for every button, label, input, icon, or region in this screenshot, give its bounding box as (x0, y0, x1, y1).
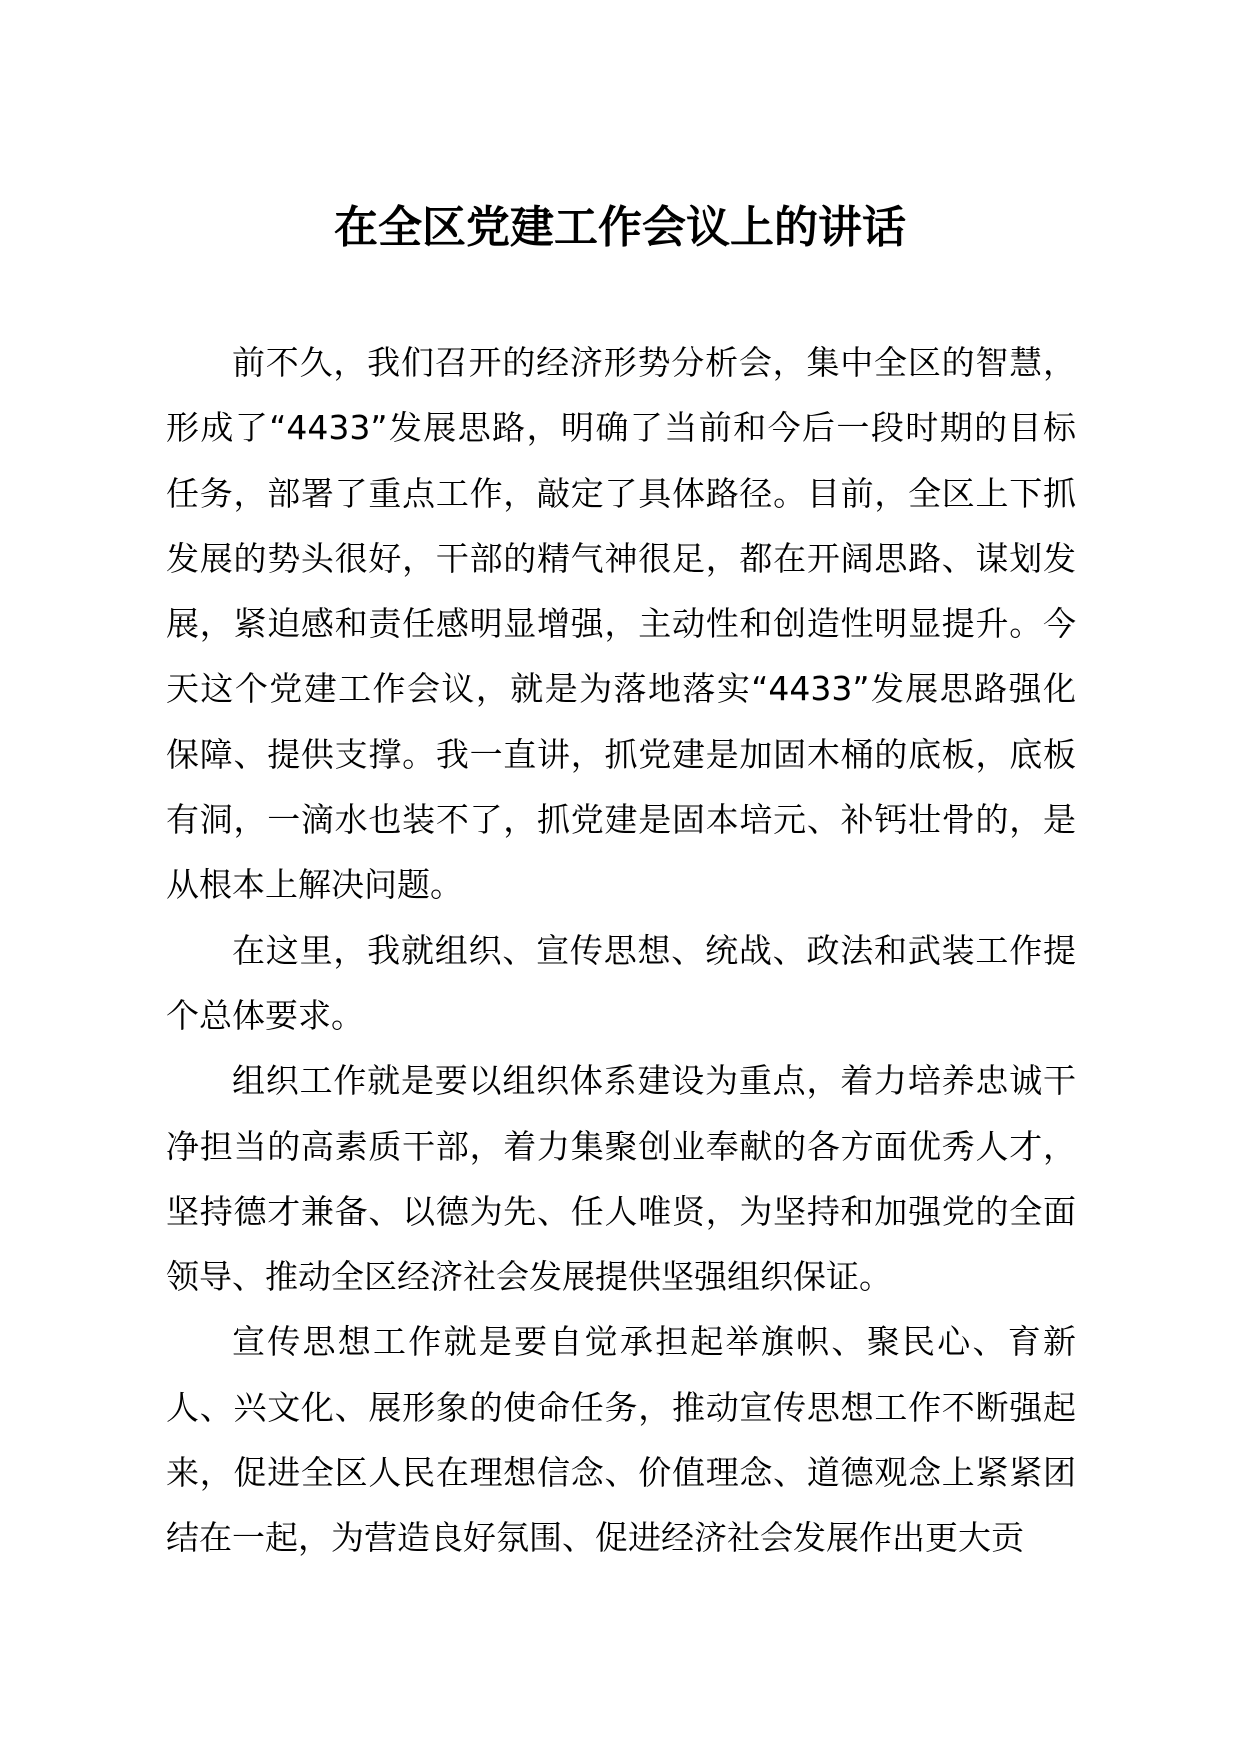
paragraph-intro: 前不久，我们召开的经济形势分析会，集中全区的智慧，形成了“4433”发展思路，明确了当前和今后一段时期的目标任务，部署了重点工作，敲定了具体路径。目前，全区上下抓发展的势头很好，干部的精气神很足，都在开阔思路、谋划发展，紧迫感和责任感明显增强，主动性和创造性明显提升。今天这个党建工作会议，就是为落地落实“4433”发展思路强化保障、提供支撑。我一直讲，抓党建是加固木桶的底板，底板有洞，一滴水也装不了，抓党建是固本培元、补钙壮骨的，是从根本上解决问题。 (166, 343, 1076, 905)
paragraph-overview: 在这里，我就组织、宣传思想、统战、政法和武装工作提个总体要求。 (166, 930, 1076, 1035)
document-body (166, 330, 1076, 1571)
document-title: 在全区党建工作会议上的讲话 (334, 202, 906, 253)
paragraph-organization-work: 组织工作就是要以组织体系建设为重点，着力培养忠诚干净担当的高素质干部，着力集聚创业奉献的各方面优秀人才，坚持德才兼备、以德为先、任人唯贤，为坚持和加强党的全面领导、推动全区经济社会发展提供坚强组织保证。 (166, 1061, 1076, 1297)
paragraph-publicity-work: 宣传思想工作就是要自觉承担起举旗帜、聚民心、育新人、兴文化、展形象的使命任务，推动宣传思想工作不断强起来，促进全区人民在理想信念、价值理念、道德观念上紧紧团结在一起，为营造良好氛围、促进经济社会发展作出更大贡 (166, 1322, 1076, 1558)
